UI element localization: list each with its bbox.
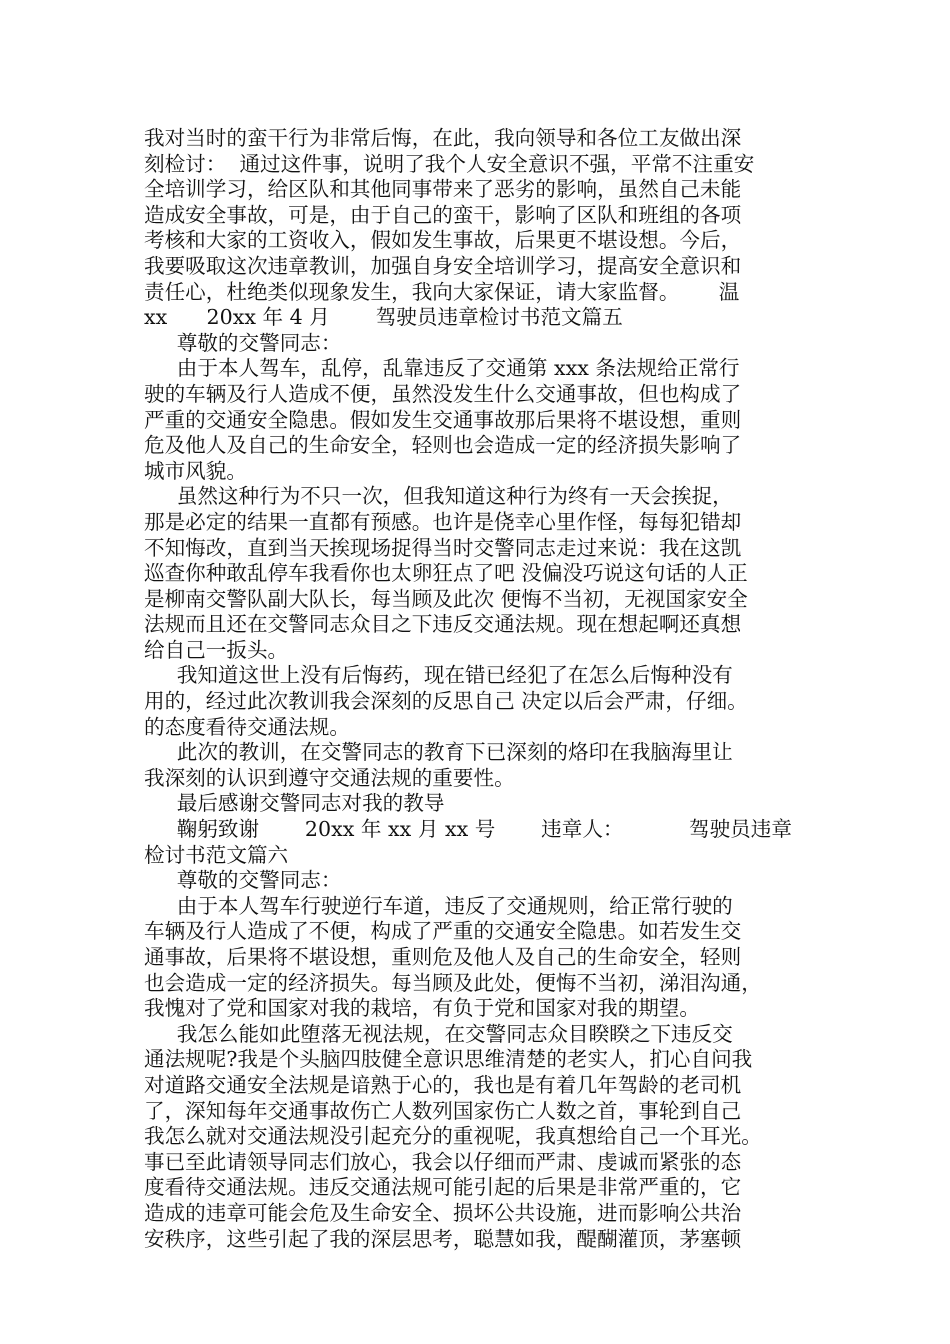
text-line: 通事故，后果将不堪设想，重则危及他人及自己的生命安全，轻则 — [144, 945, 742, 969]
text-line: 也会造成一定的经济损失。每当顾及此处，便悔不当初，涕泪沟通， — [144, 970, 762, 995]
text-line: 此次的教训，在交警同志的教育下已深刻的烙印在我脑海里让 — [144, 740, 733, 765]
text-line: 安秩序，这些引起了我的深层思考，聪慧如我，醍醐灌顶，茅塞顿 — [144, 1226, 742, 1251]
text-line: 车辆及行人造成了不便，构成了严重的交通安全隐患。如若发生交 — [144, 919, 742, 944]
text-line: 我深刻的认识到遵守交通法规的重要性。 — [144, 765, 515, 790]
text-line: 我怎么就对交通法规没引起充分的重视呢，我真想给自己一个耳光。 — [144, 1124, 762, 1149]
section-title-line: 检讨书范文篇六 — [144, 842, 289, 867]
text-line: 造成安全事故，可是，由于自己的蛮干，影响了区队和班组的各项 — [144, 202, 742, 227]
section-title-line: xx 20xx 年 4 月 驾驶员违章检讨书范文篇五 — [144, 305, 623, 330]
text-line: 造成的违章可能会危及生命安全、损坏公共设施，进而影响公共治 — [144, 1200, 742, 1225]
text-line: 我要吸取这次违章教训，加强自身安全培训学习，提高安全意识和 — [144, 253, 742, 278]
document-body — [144, 126, 814, 1252]
salutation: 尊敬的交警同志： — [144, 868, 342, 893]
text-line: 全培训学习，给区队和其他同事带来了恶劣的影响，虽然自己未能 — [144, 177, 742, 202]
text-line: 刻检讨： 通过这件事，说明了我个人安全意识不强，平常不注重安 — [144, 151, 755, 176]
text-line: 考核和大家的工资收入，假如发生事故，后果更不堪设想。今后， — [144, 228, 742, 253]
text-line: 给自己一扳头。 — [144, 637, 289, 662]
text-line: 我愧对了党和国家对我的栽培，有负于党和国家对我的期望。 — [144, 996, 701, 1021]
text-line: 事已至此请领导同志们放心，我会以仔细而严肃、虔诚而紧张的态 — [144, 1149, 742, 1174]
text-line: 驶的车辆及行人造成不便，虽然没发生什么交通事故，但也构成了 — [144, 381, 742, 406]
signature-line: 鞠躬致谢 20xx 年 xx 月 xx 号 违章人： 驾驶员违章 — [144, 817, 792, 842]
text-line: 了，深知每年交通事故伤亡人数列国家伤亡人数之首，事轮到自己 — [144, 1098, 742, 1123]
text-line: 的态度看待交通法规。 — [144, 714, 350, 739]
salutation: 尊敬的交警同志： — [144, 330, 342, 355]
text-line: 用的，经过此次教训我会深刻的反思自己 决定以后会严肃，仔细。 — [144, 689, 748, 714]
text-line: 由于本人驾车，乱停，乱靠违反了交通第 xxx 条法规给正常行 — [144, 356, 740, 381]
text-line: 最后感谢交警同志对我的教导 — [144, 791, 445, 816]
text-line: 我知道这世上没有后悔药，现在错已经犯了在怎么后悔种没有 — [144, 663, 733, 688]
text-line: 那是必定的结果一直都有预感。也许是侥幸心里作怪，每每犯错却 — [144, 509, 742, 534]
text-line: 度看待交通法规。违反交通法规可能引起的后果是非常严重的，它 — [144, 1175, 742, 1200]
text-line: 虽然这种行为不只一次，但我知道这种行为终有一天会挨捉， — [144, 484, 733, 509]
text-line: 我对当时的蛮干行为非常后悔，在此，我向领导和各位工友做出深 — [144, 126, 742, 150]
text-line: 我怎么能如此堕落无视法规，在交警同志众目睽睽之下违反交 — [144, 1021, 733, 1046]
text-line: 城市风貌。 — [144, 458, 247, 483]
text-line: 对道路交通安全法规是谙熟于心的，我也是有着几年驾龄的老司机 — [144, 1072, 742, 1097]
text-line: 危及他人及自己的生命安全，轻则也会造成一定的经济损失影响了 — [144, 433, 742, 458]
text-line: 责任心，杜绝类似现象发生，我向大家保证，请大家监督。 温 — [144, 279, 740, 304]
text-line: 巡查你种敢乱停车我看你也太卵狂点了吧 没偏没巧说这句话的人正 — [144, 561, 748, 586]
text-line: 法规而且还在交警同志众目之下违反交通法规。现在想起啊还真想 — [144, 612, 742, 637]
text-line: 严重的交通安全隐患。假如发生交通事故那后果将不堪设想，重则 — [144, 407, 742, 432]
text-line: 通法规呢?我是个头脑四肢健全意识思维清楚的老实人，扪心自问我 — [144, 1047, 753, 1072]
text-line: 不知悔改，直到当天挨现场捉得当时交警同志走过来说：我在这凯 — [144, 535, 742, 560]
text-line: 是柳南交警队副大队长，每当顾及此次 便悔不当初，无视国家安全 — [144, 586, 748, 611]
text-line: 由于本人驾车行驶逆行车道，违反了交通规则，给正常行驶的 — [144, 893, 733, 918]
